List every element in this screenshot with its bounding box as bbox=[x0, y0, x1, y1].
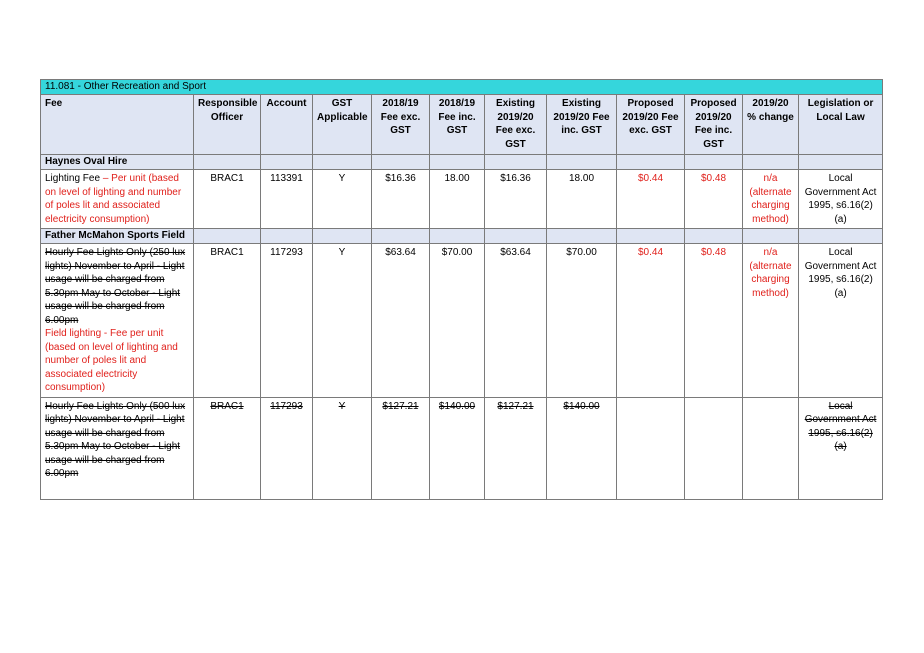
fee-note: – Per unit (based on level of lighting and number of poles lit and associated electricity consumption) bbox=[45, 173, 182, 225]
header-percent-change: 2019/20 % change bbox=[743, 95, 799, 155]
header-existing-inc: Existing 2019/20 Fee inc. GST bbox=[547, 95, 617, 155]
table-row bbox=[41, 170, 883, 229]
header-account: Account bbox=[261, 95, 313, 155]
existing-exc: $16.36 bbox=[485, 170, 547, 229]
existing-inc: $140.00 bbox=[547, 397, 617, 499]
fee-new-text: Field lighting - Fee per unit (based on level of lighting and number of poles lit and associated electricity consumption) bbox=[45, 328, 178, 393]
legislation: Local Government Act 1995, s6.16(2)(a) bbox=[799, 170, 883, 229]
header-proposed-inc: Proposed 2019/20 Fee inc. GST bbox=[685, 95, 743, 155]
fee-description: Hourly Fee Lights Only (500 lux lights) November to April - Light usage will be charged from 5.30pm May to October - Light usage will be charged from 6.00pm bbox=[41, 397, 194, 499]
gst-applicable: Y bbox=[313, 244, 372, 398]
existing-inc: $70.00 bbox=[547, 244, 617, 398]
gst-applicable: Y bbox=[313, 397, 372, 499]
section-row-haynes-oval bbox=[41, 155, 883, 170]
header-existing-exc: Existing 2019/20 Fee exc. GST bbox=[485, 95, 547, 155]
existing-exc: $127.21 bbox=[485, 397, 547, 499]
proposed-inc: $0.48 bbox=[685, 244, 743, 398]
responsible-officer: BRAC1 bbox=[194, 244, 261, 398]
existing-exc: $63.64 bbox=[485, 244, 547, 398]
percent-change: n/a (alternate charging method) bbox=[743, 170, 799, 229]
section-title-haynes-oval: Haynes Oval Hire bbox=[41, 155, 194, 170]
header-1819-fee-inc: 2018/19 Fee inc. GST bbox=[430, 95, 485, 155]
account: 117293 bbox=[261, 397, 313, 499]
fee-name: Lighting Fee bbox=[45, 173, 101, 184]
header-fee: Fee bbox=[41, 95, 194, 155]
table-row bbox=[41, 397, 883, 499]
header-gst-applicable: GST Applicable bbox=[313, 95, 372, 155]
fee-1819-exc: $127.21 bbox=[372, 397, 430, 499]
fees-table bbox=[40, 79, 883, 500]
header-1819-fee-exc: 2018/19 Fee exc. GST bbox=[372, 95, 430, 155]
existing-inc: 18.00 bbox=[547, 170, 617, 229]
table-row bbox=[41, 244, 883, 398]
proposed-exc: $0.44 bbox=[617, 170, 685, 229]
fee-struck-text: Hourly Fee Lights Only (250 lux lights) November to April - Light usage will be charged from 5.30pm May to October - Light usage will be charged from 6.00pm bbox=[45, 247, 186, 326]
account: 113391 bbox=[261, 170, 313, 229]
legislation: Local Government Act 1995, s6.16(2)(a) bbox=[799, 397, 883, 499]
proposed-exc-empty bbox=[617, 397, 685, 499]
gst-applicable: Y bbox=[313, 170, 372, 229]
header-proposed-exc: Proposed 2019/20 Fee exc. GST bbox=[617, 95, 685, 155]
table-title-row bbox=[41, 80, 883, 95]
percent-change-empty bbox=[743, 397, 799, 499]
section-title-father-mcmahon: Father McMahon Sports Field bbox=[41, 229, 194, 244]
fee-1819-inc: $140.00 bbox=[430, 397, 485, 499]
fee-1819-inc: $70.00 bbox=[430, 244, 485, 398]
legislation: Local Government Act 1995, s6.16(2)(a) bbox=[799, 244, 883, 398]
fee-1819-exc: $16.36 bbox=[372, 170, 430, 229]
fee-description bbox=[41, 244, 194, 398]
responsible-officer: BRAC1 bbox=[194, 397, 261, 499]
fee-description bbox=[41, 170, 194, 229]
fee-1819-exc: $63.64 bbox=[372, 244, 430, 398]
proposed-exc: $0.44 bbox=[617, 244, 685, 398]
proposed-inc: $0.48 bbox=[685, 170, 743, 229]
responsible-officer: BRAC1 bbox=[194, 170, 261, 229]
proposed-inc-empty bbox=[685, 397, 743, 499]
header-responsible-officer: Responsible Officer bbox=[194, 95, 261, 155]
table-title: 11.081 - Other Recreation and Sport bbox=[41, 80, 883, 95]
percent-change: n/a (alternate charging method) bbox=[743, 244, 799, 398]
header-row bbox=[41, 95, 883, 155]
fee-1819-inc: 18.00 bbox=[430, 170, 485, 229]
section-row-father-mcmahon bbox=[41, 229, 883, 244]
account: 117293 bbox=[261, 244, 313, 398]
header-legislation: Legislation or Local Law bbox=[799, 95, 883, 155]
